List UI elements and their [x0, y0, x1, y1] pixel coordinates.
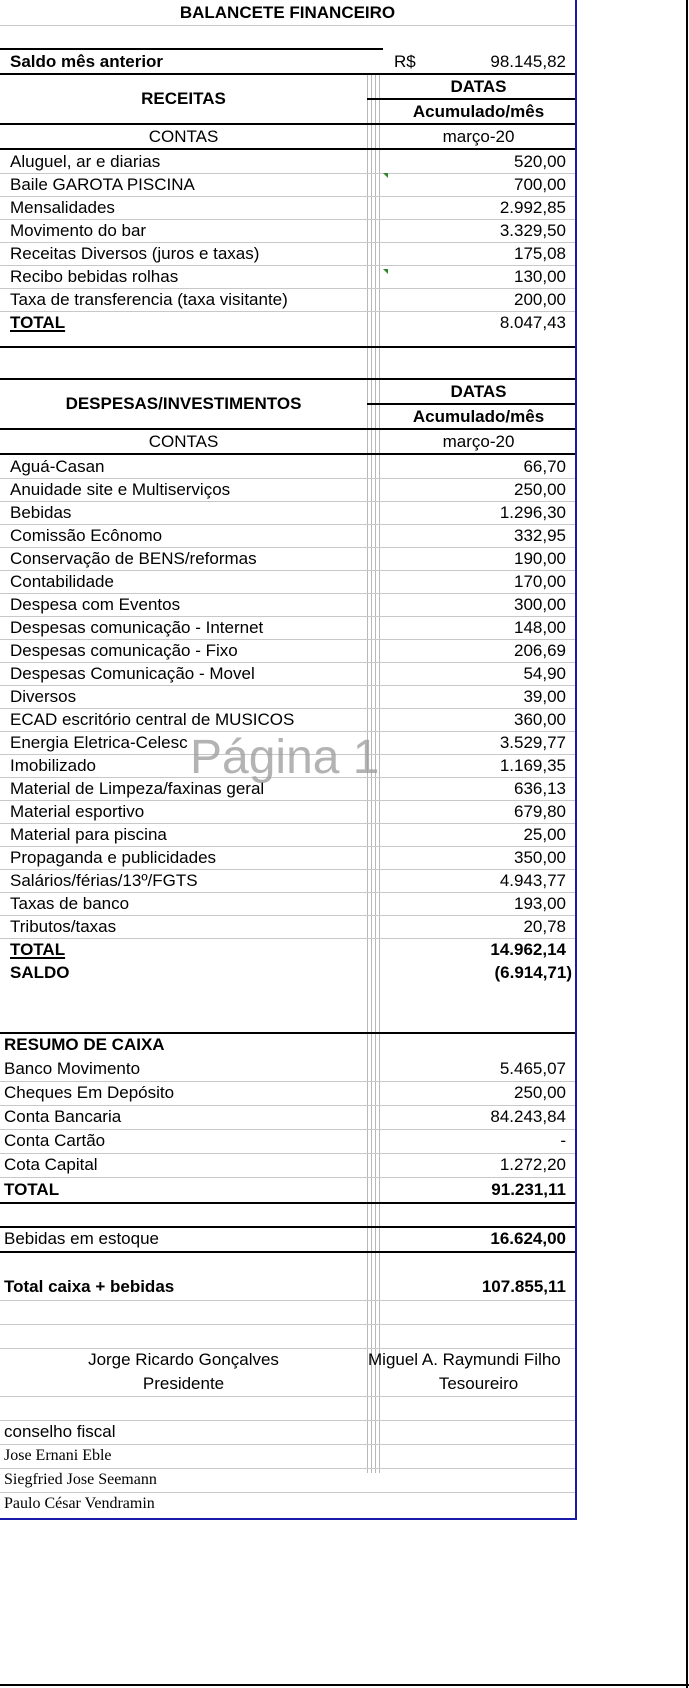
row-label: Baile GAROTA PISCINA	[10, 175, 195, 194]
table-row	[0, 685, 575, 709]
table-row	[0, 823, 575, 847]
row-label: Conta Cartão	[4, 1131, 106, 1150]
row-value: 175,08	[514, 244, 566, 263]
table-row	[0, 846, 575, 870]
receitas-acumulado-header: Acumulado/mês	[412, 102, 545, 121]
despesas-datas-row	[0, 380, 575, 404]
signature-roles-row	[0, 1372, 575, 1396]
comment-marker-icon	[383, 269, 388, 274]
row-label: Bebidas	[10, 503, 72, 522]
row-value: 636,13	[514, 779, 566, 798]
table-row	[0, 1057, 575, 1081]
row-label: ECAD escritório central de MUSICOS	[10, 710, 295, 729]
receitas-datas-header: DATAS	[450, 77, 507, 96]
table-row	[0, 219, 575, 243]
row-value: 700,00	[514, 175, 566, 194]
table-row	[0, 1105, 575, 1129]
row-label: Diversos	[10, 687, 77, 706]
row-label: Tributos/taxas	[10, 917, 117, 936]
table-row	[0, 570, 575, 594]
row-label: Material de Limpeza/faxinas geral	[10, 779, 265, 798]
table-row	[0, 265, 575, 289]
row-value: 1.169,35	[499, 756, 566, 775]
table-row	[0, 1153, 575, 1177]
table-row	[0, 754, 575, 778]
row-label: Despesas comunicação - Fixo	[10, 641, 238, 660]
row-value: 25,00	[523, 825, 566, 844]
estoque-row	[0, 1227, 575, 1251]
total-caixa-value: 107.855,11	[481, 1277, 566, 1296]
row-label: Comissão Ecônomo	[10, 526, 163, 545]
row-label: Cota Capital	[4, 1155, 98, 1174]
title-row	[0, 1, 575, 25]
conselho-member-row	[0, 1492, 575, 1516]
table-row	[0, 288, 575, 312]
row-value: 200,00	[514, 290, 566, 309]
row-label: Aguá-Casan	[10, 457, 105, 476]
row-label: Despesas comunicação - Internet	[10, 618, 264, 637]
table-row	[0, 1129, 575, 1153]
row-value: 66,70	[523, 457, 566, 476]
row-label: Conservação de BENS/reformas	[10, 549, 257, 568]
despesas-datas-header: DATAS	[450, 382, 507, 401]
page-edge-right	[686, 0, 688, 1688]
saldo-label: SALDO	[10, 963, 70, 982]
table-row	[0, 242, 575, 266]
row-label: Material esportivo	[10, 802, 145, 821]
receitas-section-title: RECEITAS	[141, 89, 226, 108]
row-label: Salários/férias/13º/FGTS	[10, 871, 198, 890]
signature-names-row	[0, 1348, 575, 1372]
table-row	[0, 150, 575, 174]
resumo-total-row	[0, 1178, 575, 1202]
row-label: Taxas de banco	[10, 894, 130, 913]
table-row	[0, 455, 575, 479]
resumo-total-label: TOTAL	[4, 1180, 60, 1199]
row-label: Conta Bancaria	[4, 1107, 122, 1126]
receitas-acumulado-row	[0, 100, 575, 124]
row-value: 20,78	[523, 917, 566, 936]
table-row	[0, 616, 575, 640]
despesas-acumulado-header: Acumulado/mês	[412, 407, 545, 426]
despesas-acumulado-row	[0, 405, 575, 429]
table-row	[0, 892, 575, 916]
receitas-contas-header: CONTAS	[148, 127, 219, 146]
row-label: Banco Movimento	[4, 1059, 141, 1078]
row-value: 679,80	[514, 802, 566, 821]
row-label: Material para piscina	[10, 825, 167, 844]
receitas-total-value: 8.047,43	[499, 313, 566, 332]
row-label: Despesa com Eventos	[10, 595, 181, 614]
despesas-contas-row	[0, 430, 575, 454]
row-value: 206,69	[514, 641, 566, 660]
saldo-anterior-value: 98.145,82	[490, 52, 566, 71]
table-row	[0, 869, 575, 893]
total-caixa-row	[0, 1275, 575, 1299]
row-label: Propaganda e publicidades	[10, 848, 217, 867]
estoque-value: 16.624,00	[490, 1229, 566, 1248]
table-row	[0, 547, 575, 571]
row-label: Mensalidades	[10, 198, 115, 217]
comment-marker-icon	[383, 173, 388, 178]
table-row	[0, 501, 575, 525]
row-label: Cheques Em Depósito	[4, 1083, 175, 1102]
page-watermark: Página 1	[190, 731, 380, 784]
receitas-contas-row	[0, 125, 575, 149]
page-edge-bottom	[0, 1684, 689, 1686]
treasurer-role: Tesoureiro	[438, 1374, 519, 1393]
conselho-title: conselho fiscal	[4, 1422, 116, 1441]
table-row	[0, 196, 575, 220]
conselho-member-1: Jose Ernani Eble	[4, 1447, 112, 1464]
row-value: 332,95	[514, 526, 566, 545]
table-row	[0, 524, 575, 548]
sheet-title: BALANCETE FINANCEIRO	[179, 3, 396, 22]
conselho-member-row	[0, 1444, 575, 1468]
conselho-member-2: Siegfried Jose Seemann	[4, 1471, 157, 1488]
row-value: 250,00	[514, 480, 566, 499]
row-value: 4.943,77	[499, 871, 566, 890]
row-value: 350,00	[514, 848, 566, 867]
row-value: 300,00	[514, 595, 566, 614]
row-value: 250,00	[514, 1083, 566, 1102]
total-caixa-label: Total caixa + bebidas	[4, 1277, 175, 1296]
conselho-member-row	[0, 1468, 575, 1492]
row-value: 39,00	[523, 687, 566, 706]
estoque-label: Bebidas em estoque	[4, 1229, 159, 1248]
receitas-datas-row	[0, 75, 575, 99]
row-value: 520,00	[514, 152, 566, 171]
table-row	[0, 593, 575, 617]
row-label: Anuidade site e Multiserviços	[10, 480, 231, 499]
table-row	[0, 1081, 575, 1105]
row-value: 3.529,77	[499, 733, 566, 752]
despesas-total-label: TOTAL	[10, 940, 66, 959]
president-name: Jorge Ricardo Gonçalves	[88, 1350, 279, 1369]
row-value: 170,00	[514, 572, 566, 591]
row-value: 1.272,20	[499, 1155, 566, 1174]
row-value: 1.296,30	[499, 503, 566, 522]
despesas-period: março-20	[442, 432, 515, 451]
table-row	[0, 478, 575, 502]
row-value: 84.243,84	[490, 1107, 566, 1126]
row-value: 193,00	[514, 894, 566, 913]
saldo-value: (6.914,71)	[494, 963, 572, 982]
row-label: Movimento do bar	[10, 221, 147, 240]
row-value: 360,00	[514, 710, 566, 729]
conselho-title-row	[0, 1420, 575, 1444]
row-value: 3.329,50	[499, 221, 566, 240]
table-row	[0, 708, 575, 732]
despesas-section-title: DESPESAS/INVESTIMENTOS	[65, 394, 302, 413]
treasurer-name: Miguel A. Raymundi Filho	[368, 1350, 561, 1369]
table-row	[0, 800, 575, 824]
row-label: Receitas Diversos (juros e taxas)	[10, 244, 260, 263]
row-value: 130,00	[514, 267, 566, 286]
row-value: 2.992,85	[499, 198, 566, 217]
despesas-total-row	[0, 938, 575, 962]
saldo-anterior-label: Saldo mês anterior	[10, 52, 164, 71]
row-value: -	[560, 1131, 566, 1150]
row-label: Aluguel, ar e diarias	[10, 152, 161, 171]
table-row	[0, 173, 575, 197]
resumo-title: RESUMO DE CAIXA	[4, 1035, 165, 1054]
table-row	[0, 777, 575, 801]
row-label: Contabilidade	[10, 572, 114, 591]
saldo-anterior-row	[0, 50, 575, 74]
receitas-total-label: TOTAL	[10, 313, 66, 332]
row-value: 5.465,07	[499, 1059, 566, 1078]
despesas-saldo-row	[0, 961, 575, 985]
resumo-total-value: 91.231,11	[491, 1180, 566, 1199]
row-value: 148,00	[514, 618, 566, 637]
conselho-member-3: Paulo César Vendramin	[4, 1495, 155, 1512]
resumo-title-row	[0, 1033, 575, 1057]
president-role: Presidente	[142, 1374, 225, 1393]
despesas-contas-header: CONTAS	[148, 432, 219, 451]
row-value: 54,90	[523, 664, 566, 683]
row-label: Despesas Comunicação - Movel	[10, 664, 255, 683]
row-label: Recibo bebidas rolhas	[10, 267, 179, 286]
row-value: 190,00	[514, 549, 566, 568]
row-label: Imobilizado	[10, 756, 96, 775]
currency-symbol: R$	[394, 52, 416, 71]
receitas-total-row	[0, 311, 575, 335]
table-row	[0, 662, 575, 686]
receitas-period: março-20	[442, 127, 515, 146]
row-label: Taxa de transferencia (taxa visitante)	[10, 290, 288, 309]
table-row	[0, 639, 575, 663]
table-row	[0, 915, 575, 939]
despesas-total-value: 14.962,14	[490, 940, 566, 959]
table-row	[0, 731, 575, 755]
row-label: Energia Eletrica-Celesc	[10, 733, 188, 752]
